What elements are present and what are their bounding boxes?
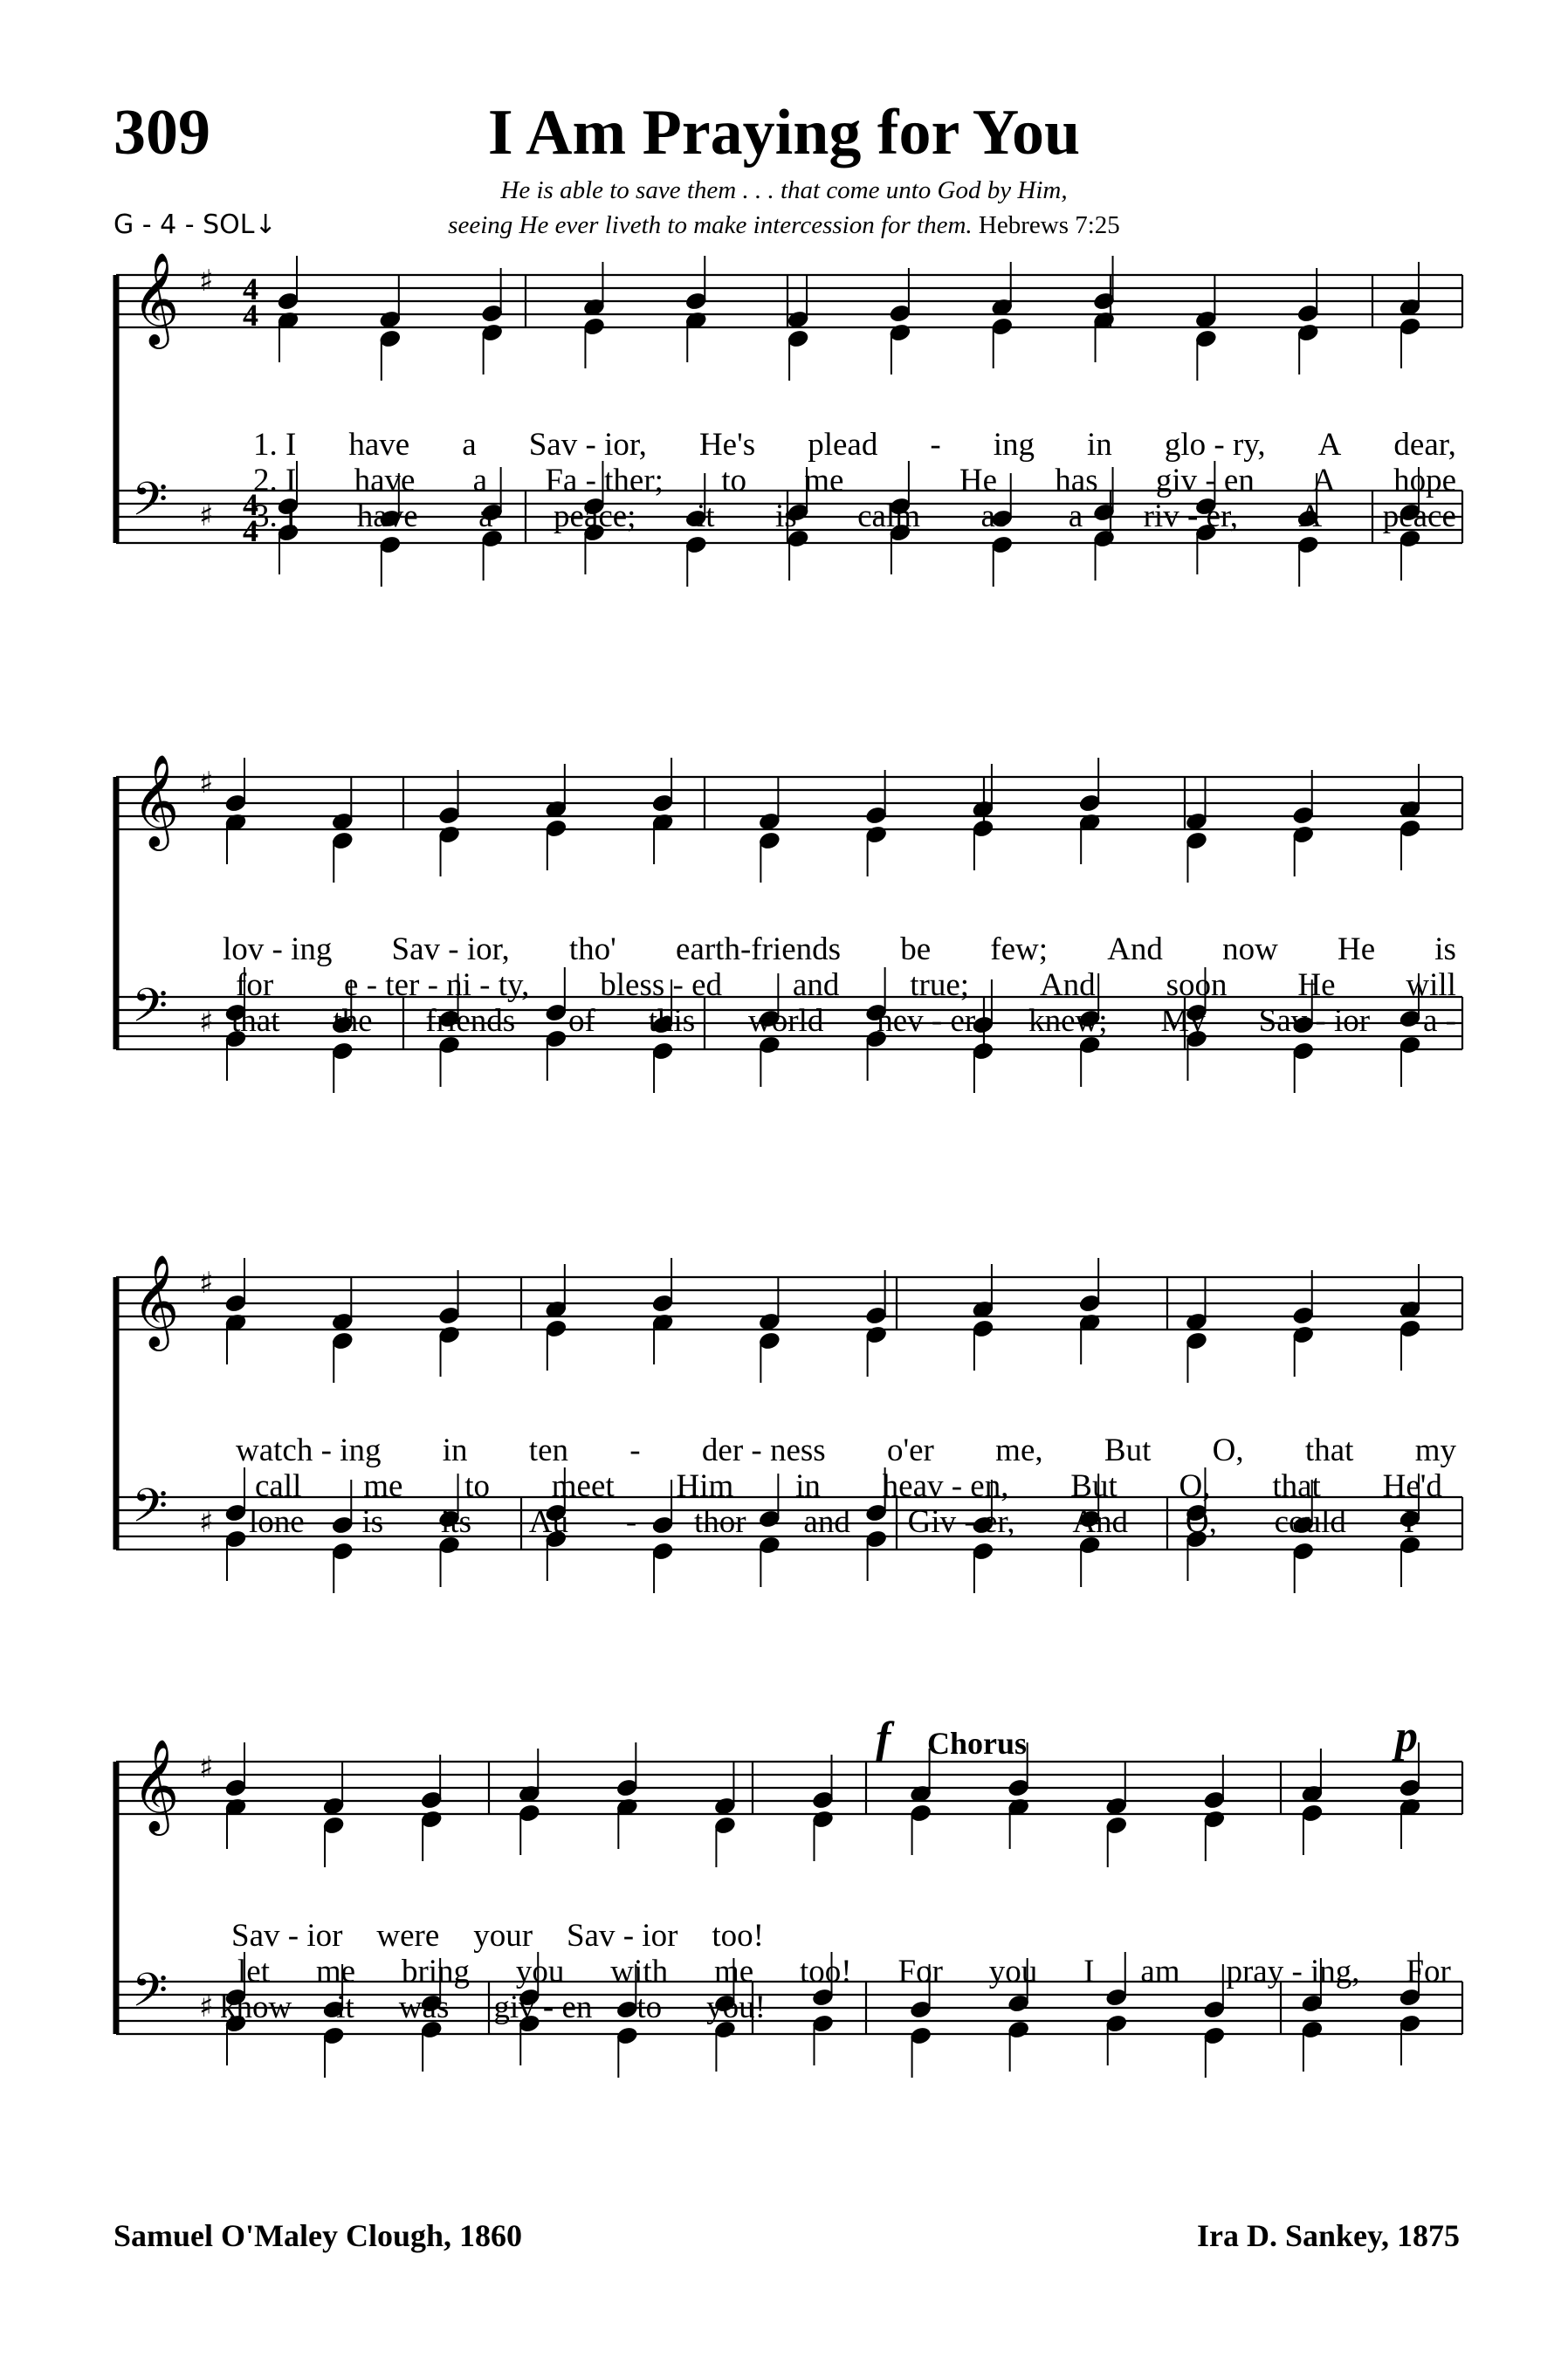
lyric-syllable: this bbox=[648, 1003, 696, 1039]
lyric-syllable: glo - ry, bbox=[1164, 427, 1266, 463]
lyric-syllable: meet bbox=[551, 1468, 615, 1504]
lyric-syllable: know bbox=[220, 1989, 292, 2025]
lyric-syllable: plead bbox=[808, 427, 878, 463]
lyric-syllable: watch - ing bbox=[236, 1433, 382, 1468]
lyrics-s4-v3 bbox=[220, 1989, 766, 2026]
lyric-syllable: O, bbox=[1179, 1468, 1211, 1504]
lyric-syllable: And bbox=[1039, 967, 1096, 1003]
lyric-syllable: peace; bbox=[553, 498, 636, 534]
bass-clef-icon: 𝄢 bbox=[132, 979, 168, 1044]
lyric-syllable: Sav - ior bbox=[566, 1918, 678, 1954]
lyric-syllable: am bbox=[1140, 1954, 1180, 1989]
lyric-syllable: pray - ing, bbox=[1226, 1954, 1360, 1989]
lyric-syllable: a - bbox=[1422, 1003, 1456, 1039]
time-signature: 4 bbox=[243, 513, 258, 548]
lyric-syllable: me bbox=[315, 1954, 356, 1989]
lyric-syllable: in bbox=[442, 1433, 468, 1468]
lyric-syllable: now bbox=[1222, 931, 1278, 967]
lyric-syllable: that bbox=[1272, 1468, 1321, 1504]
lyric-syllable: giv - en bbox=[493, 1989, 593, 2025]
lyric-syllable: tho' bbox=[568, 931, 616, 967]
lyric-syllable: and bbox=[803, 1504, 850, 1540]
lyric-syllable: Sav - ior bbox=[231, 1918, 343, 1954]
scripture-reference: Hebrews 7:25 bbox=[978, 211, 1120, 239]
sharp-icon: ♯ bbox=[199, 766, 214, 801]
hymn-number: 309 bbox=[113, 97, 210, 168]
lyric-syllable: have bbox=[354, 463, 416, 498]
lyric-syllable: too! bbox=[800, 1954, 852, 1989]
lyric-syllable: O, bbox=[1212, 1433, 1244, 1468]
lyric-syllable: And bbox=[1107, 931, 1163, 967]
lyric-syllable: - bbox=[625, 1504, 637, 1540]
lyric-syllable: e - ter - ni - ty, bbox=[344, 967, 530, 1003]
lyric-syllable: peace bbox=[1382, 498, 1456, 534]
lyric-syllable: ing bbox=[993, 427, 1035, 463]
lyric-syllable: For bbox=[897, 1954, 943, 1989]
lyric-syllable: is bbox=[774, 498, 797, 534]
lyric-syllable: soon bbox=[1166, 967, 1228, 1003]
lyric-syllable: the bbox=[333, 1003, 373, 1039]
lyric-syllable: you bbox=[988, 1954, 1038, 1989]
lyric-syllable: is bbox=[361, 1504, 384, 1540]
lyric-syllable: in bbox=[795, 1468, 821, 1504]
lyrics-s1-v2 bbox=[253, 462, 1456, 499]
lyric-syllable: A bbox=[1317, 427, 1342, 463]
lyric-syllable: nev - er bbox=[877, 1003, 976, 1039]
lyrics-s1-v1 bbox=[253, 426, 1456, 464]
lyric-syllable: friends bbox=[425, 1003, 516, 1039]
lyric-syllable: it bbox=[336, 1989, 354, 2025]
lyric-syllable: me bbox=[713, 1954, 754, 1989]
lyric-syllable: Sav - ior bbox=[1258, 1003, 1371, 1039]
treble-clef-icon: 𝄞 bbox=[132, 251, 180, 345]
lyric-syllable: let bbox=[237, 1954, 270, 1989]
lyric-syllable: you! bbox=[706, 1989, 766, 2025]
time-signature: 4 bbox=[243, 298, 258, 333]
lyric-syllable: me bbox=[363, 1468, 403, 1504]
lyric-syllable: He's bbox=[698, 427, 756, 463]
lyric-syllable: has bbox=[1055, 463, 1098, 498]
lyrics-s4-v1 bbox=[231, 1917, 764, 1955]
lyric-syllable: it bbox=[696, 498, 715, 534]
lyric-syllable: few; bbox=[990, 931, 1049, 967]
lyric-syllable: dear, bbox=[1393, 427, 1456, 463]
lyric-syllable: calm bbox=[857, 498, 920, 534]
lyric-syllable: O, bbox=[1185, 1504, 1217, 1540]
lyric-syllable: Giv - er, bbox=[907, 1504, 1015, 1540]
lyric-syllable: its bbox=[441, 1504, 471, 1540]
lyric-syllable: der - ness bbox=[701, 1433, 826, 1468]
treble-clef-icon: 𝄞 bbox=[132, 1254, 180, 1347]
lyric-syllable: too! bbox=[712, 1918, 764, 1954]
lyric-syllable: Fa - ther; bbox=[545, 463, 664, 498]
lyric-syllable: your bbox=[473, 1918, 533, 1954]
lyric-syllable: He bbox=[959, 463, 998, 498]
time-signature: 4 bbox=[243, 271, 258, 306]
lyric-syllable: call bbox=[255, 1468, 302, 1504]
lyric-syllable: riv - er, bbox=[1143, 498, 1239, 534]
lyric-syllable: 2. I bbox=[253, 463, 297, 498]
lyric-syllable: a bbox=[462, 427, 477, 463]
lyric-syllable: bring bbox=[401, 1954, 471, 1989]
lyric-syllable: thor bbox=[693, 1504, 746, 1540]
lyric-syllable: with bbox=[610, 1954, 669, 1989]
lyric-syllable: me, bbox=[995, 1433, 1043, 1468]
lyric-syllable: And bbox=[1072, 1504, 1129, 1540]
lyric-syllable: earth-friends bbox=[676, 931, 842, 967]
lyric-syllable: were bbox=[376, 1918, 440, 1954]
lyric-syllable: - bbox=[629, 1433, 641, 1468]
lyric-syllable: heav - en, bbox=[882, 1468, 1009, 1504]
lyric-syllable: a bbox=[478, 498, 493, 534]
lyric-syllable: that bbox=[231, 1003, 280, 1039]
lyric-syllable: A bbox=[1298, 498, 1323, 534]
scripture-line-1: He is able to save them . . . that come unto God by Him, bbox=[500, 176, 1068, 204]
lyric-syllable: in bbox=[1087, 427, 1112, 463]
lyric-syllable: true; bbox=[910, 967, 970, 1003]
lyric-syllable: for bbox=[236, 967, 274, 1003]
sharp-icon: ♯ bbox=[199, 264, 214, 299]
lyric-syllable: 3. I bbox=[253, 498, 297, 534]
lyric-syllable: o'er bbox=[886, 1433, 934, 1468]
lyric-syllable: my bbox=[1414, 1433, 1456, 1468]
key-info: G - 4 - SOL↓ bbox=[113, 210, 277, 240]
lyric-syllable: will bbox=[1406, 967, 1456, 1003]
lyric-syllable: Sav - ior, bbox=[528, 427, 647, 463]
lyric-syllable: as bbox=[980, 498, 1008, 534]
lyrics-s3-v2 bbox=[255, 1467, 1442, 1505]
lyric-syllable: lone bbox=[249, 1504, 305, 1540]
lyric-syllable: world bbox=[748, 1003, 824, 1039]
lyric-syllable: have bbox=[356, 498, 418, 534]
lyric-syllable: giv - en bbox=[1155, 463, 1255, 498]
lyric-syllable: 1. I bbox=[253, 427, 297, 463]
music-credit: Ira D. Sankey, 1875 bbox=[1196, 2218, 1460, 2253]
lyrics-s3-v1 bbox=[236, 1432, 1456, 1469]
lyric-syllable: He bbox=[1297, 967, 1336, 1003]
sharp-icon: ♯ bbox=[199, 1505, 214, 1540]
lyric-syllable: I bbox=[1403, 1504, 1414, 1540]
piano-marking: p bbox=[1395, 1712, 1418, 1762]
lyric-syllable: to bbox=[464, 1468, 490, 1504]
lyrics-s3-v3 bbox=[249, 1503, 1414, 1541]
lyric-syllable: to bbox=[636, 1989, 663, 2025]
lyric-syllable: But bbox=[1070, 1468, 1118, 1504]
lyric-syllable: - bbox=[930, 427, 941, 463]
words-credit: Samuel O'Maley Clough, 1860 bbox=[113, 2218, 523, 2253]
lyric-syllable: ten bbox=[528, 1433, 568, 1468]
lyric-syllable: and bbox=[792, 967, 840, 1003]
lyric-syllable: bless - ed bbox=[600, 967, 723, 1003]
lyric-syllable: A bbox=[1312, 463, 1336, 498]
sharp-icon: ♯ bbox=[199, 498, 214, 533]
hymn-title: I Am Praying for You bbox=[487, 97, 1081, 168]
lyric-syllable: have bbox=[348, 427, 410, 463]
bass-clef-icon: 𝄢 bbox=[132, 1480, 168, 1544]
lyric-syllable: hope bbox=[1393, 463, 1456, 498]
bass-clef-icon: 𝄢 bbox=[132, 1964, 168, 2029]
sharp-icon: ♯ bbox=[199, 1750, 214, 1785]
lyrics-s1-v3 bbox=[253, 498, 1456, 535]
lyric-syllable: Sav - ior, bbox=[391, 931, 510, 967]
sharp-icon: ♯ bbox=[199, 1005, 214, 1040]
lyric-syllable: of bbox=[568, 1003, 595, 1039]
treble-clef-icon: 𝄞 bbox=[132, 753, 180, 847]
lyric-syllable: could bbox=[1274, 1504, 1346, 1540]
scripture-text: seeing He ever liveth to make intercession for them. bbox=[448, 211, 973, 239]
chorus-label: Chorus bbox=[927, 1726, 1028, 1761]
lyric-syllable: He'd bbox=[1382, 1468, 1442, 1504]
lyric-syllable: My bbox=[1160, 1003, 1206, 1039]
treble-clef-icon: 𝄞 bbox=[132, 1738, 180, 1831]
lyric-syllable: you bbox=[515, 1954, 565, 1989]
lyric-syllable: is bbox=[1434, 931, 1456, 967]
time-signature: 4 bbox=[243, 487, 258, 522]
lyrics-s2-v3 bbox=[231, 1002, 1456, 1040]
sharp-icon: ♯ bbox=[199, 1989, 214, 2024]
lyric-syllable: Au bbox=[528, 1504, 569, 1540]
lyric-syllable: me bbox=[804, 463, 844, 498]
lyric-syllable: to bbox=[721, 463, 746, 498]
lyrics-s4-v2 bbox=[237, 1953, 1451, 1990]
forte-marking: f bbox=[876, 1714, 891, 1763]
lyric-syllable: Him bbox=[676, 1468, 734, 1504]
lyric-syllable: lov - ing bbox=[223, 931, 333, 967]
lyric-syllable: was bbox=[398, 1989, 450, 2025]
bass-clef-icon: 𝄢 bbox=[132, 473, 168, 538]
lyric-syllable: But bbox=[1104, 1433, 1152, 1468]
lyrics-s2-v2 bbox=[236, 966, 1456, 1004]
lyric-syllable: that bbox=[1304, 1433, 1354, 1468]
lyric-syllable: He bbox=[1337, 931, 1376, 967]
lyric-syllable: I bbox=[1083, 1954, 1095, 1989]
lyric-syllable: For bbox=[1406, 1954, 1451, 1989]
lyric-syllable: knew; bbox=[1028, 1003, 1108, 1039]
lyric-syllable: a bbox=[472, 463, 488, 498]
sharp-icon: ♯ bbox=[199, 1266, 214, 1301]
lyric-syllable: a bbox=[1068, 498, 1083, 534]
lyrics-s2-v1 bbox=[223, 931, 1456, 968]
lyric-syllable: be bbox=[900, 931, 932, 967]
